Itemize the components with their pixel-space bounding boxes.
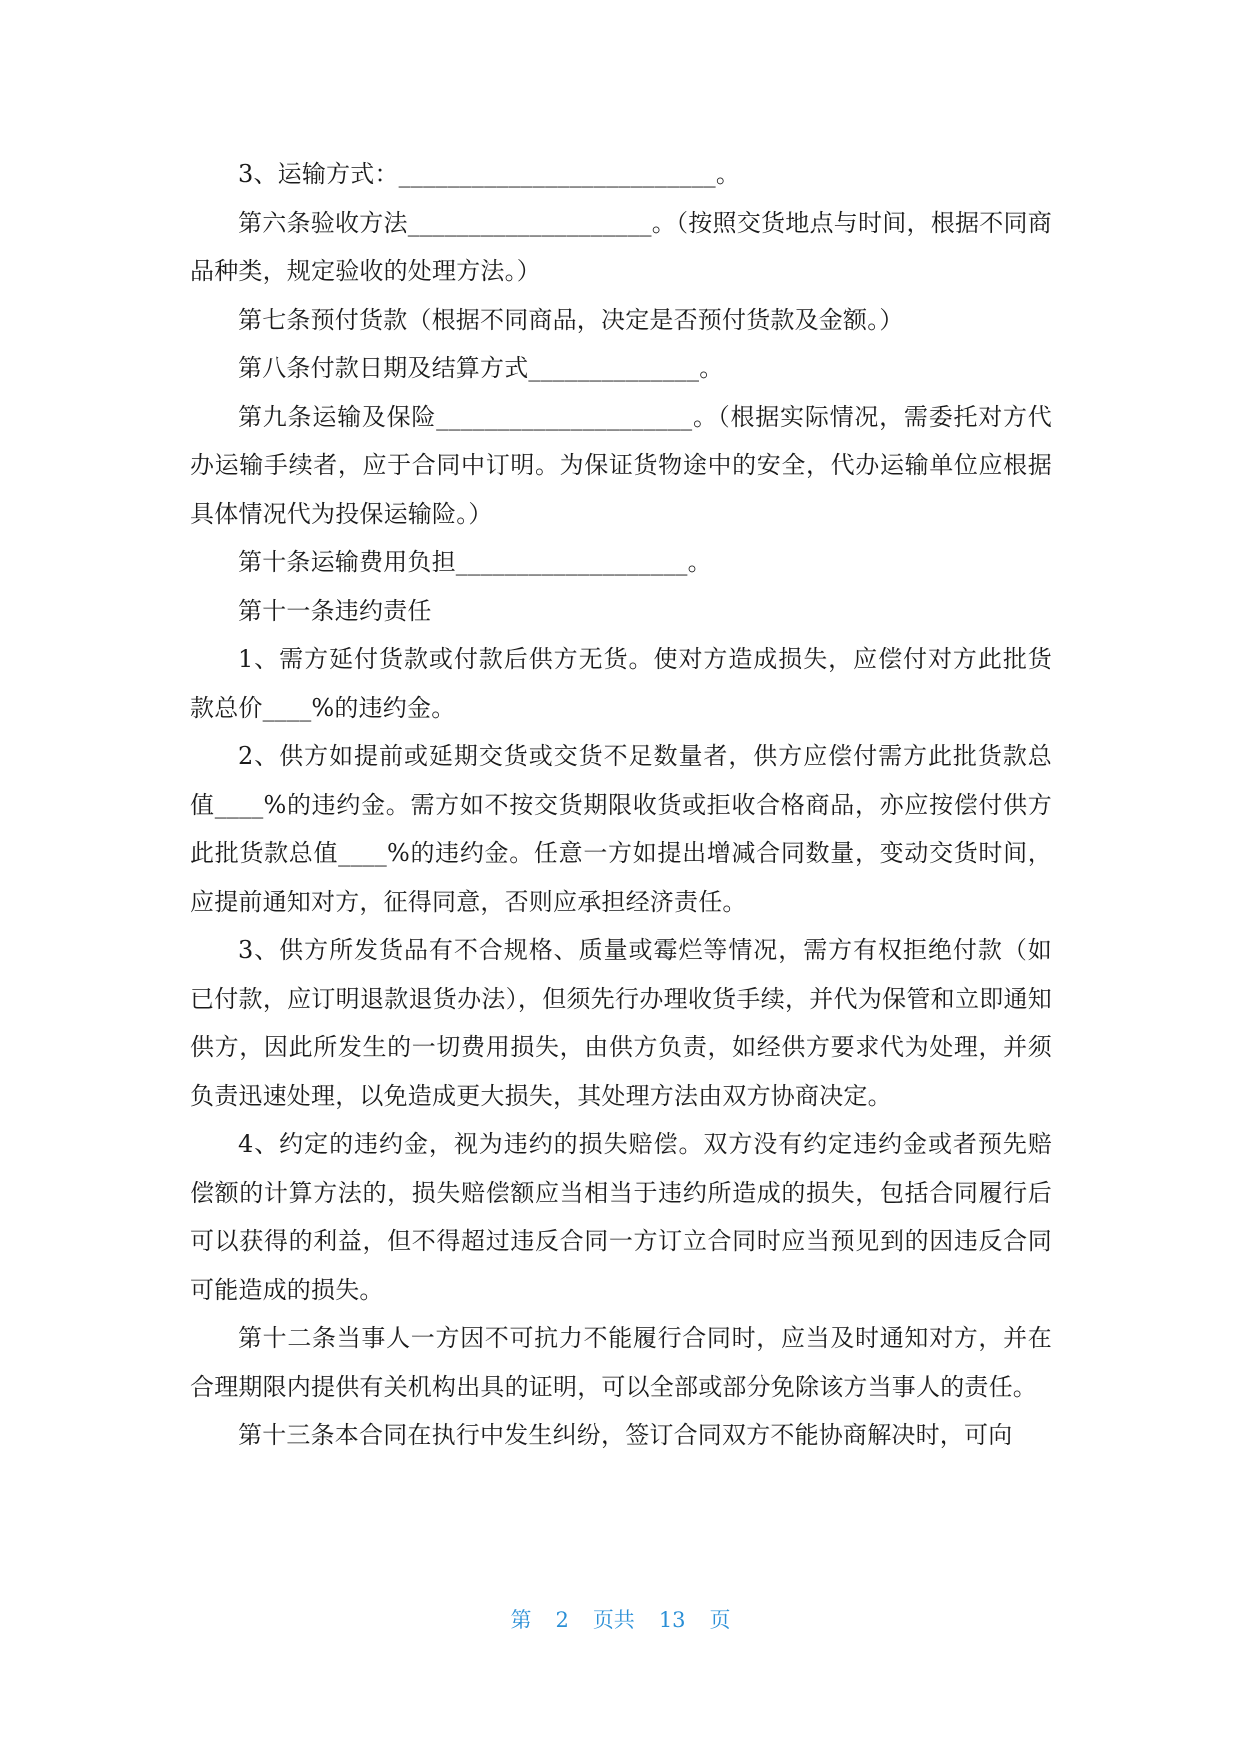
- document-body: [190, 150, 1052, 1460]
- paragraph-breach-3: 3、供方所发货品有不合规格、质量或霉烂等情况，需方有权拒绝付款（如已付款，应订明退款退货办法），但须先行办理收货手续，并代为保管和立即通知供方，因此所发生的一切费用损失，由供方负责，如经供方要求代为处理，并须负责迅速处理，以免造成更大损失，其处理方法由双方协商决定。: [190, 936, 1052, 1110]
- paragraph-breach-2: 2、供方如提前或延期交货或交货不足数量者，供方应偿付需方此批货款总值____%的违约金。需方如不按交货期限收货或拒收合格商品，亦应按偿付供方此批货款总值____%的违约金。任意一方如提出增减合同数量，变动交货时间，应提前通知对方，征得同意，否则应承担经济责任。: [190, 742, 1052, 916]
- page-footer: [0, 1604, 1241, 1634]
- paragraph-article-11-heading: 第十一条违约责任: [238, 596, 432, 625]
- paragraph-article-13: 第十三条本合同在执行中发生纠纷，签订合同双方不能协商解决时，可向: [238, 1421, 1013, 1449]
- footer-word-ye: 页: [709, 1608, 731, 1632]
- paragraph-article-9: 第九条运输及保险_____________________。（根据实际情况，需委托对方代办运输手续者，应于合同中订明。为保证货物途中的安全，代办运输单位应根据具体情况代为投保运输险。）: [190, 402, 1052, 528]
- paragraph-article-7: 第七条预付货款（根据不同商品，决定是否预付货款及金额。）: [238, 305, 904, 334]
- paragraph-article-12: 第十二条当事人一方因不可抗力不能履行合同时，应当及时通知对方，并在合理期限内提供有关机构出具的证明，可以全部或部分免除该方当事人的责任。: [190, 1324, 1052, 1401]
- paragraph-breach-1: 1、需方延付货款或付款后供方无货。使对方造成损失，应偿付对方此批货款总价____%的违约金。: [190, 645, 1052, 722]
- footer-total-pages: 13: [658, 1608, 686, 1632]
- paragraph-transport-method: 3、运输方式：__________________________。: [238, 160, 741, 188]
- footer-word-di: 第: [510, 1608, 532, 1632]
- footer-word-ye-gong: 页共: [592, 1608, 635, 1632]
- paragraph-article-6: 第六条验收方法____________________。（按照交货地点与时间，根据不同商品种类，规定验收的处理方法。）: [190, 208, 1052, 285]
- paragraph-breach-4: 4、约定的违约金，视为违约的损失赔偿。双方没有约定违约金或者预先赔偿额的计算方法的，损失赔偿额应当相当于违约所造成的损失，包括合同履行后可以获得的利益，但不得超过违反合同一方订立合同时应当预见到的因违反合同可能造成的损失。: [190, 1130, 1052, 1304]
- paragraph-article-8: 第八条付款日期及结算方式______________。: [238, 354, 724, 382]
- footer-current-page: 2: [555, 1608, 569, 1632]
- paragraph-article-10: 第十条运输费用负担___________________。: [238, 548, 712, 576]
